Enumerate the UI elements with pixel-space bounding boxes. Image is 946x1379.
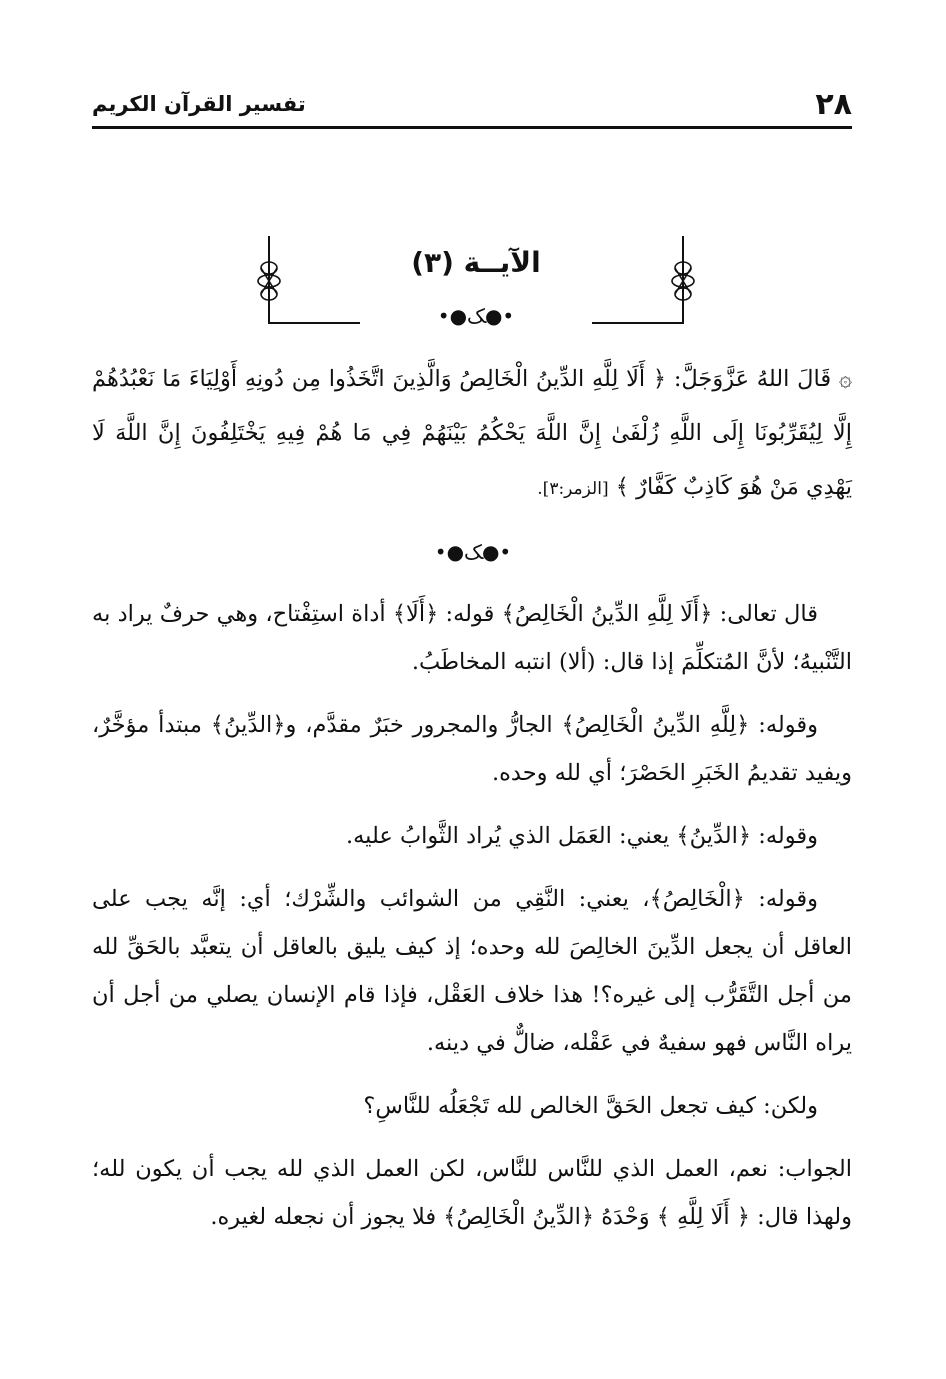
- paragraph: ولكن: كيف تجعل الحَقَّ الخالص لله تَجْعَلُه للنَّاسِ؟: [363, 1093, 818, 1119]
- verse-heading-frame: [268, 218, 684, 326]
- verse-intro: ۞ قَالَ اللهُ عَزَّوَجَلَّ:: [673, 366, 852, 392]
- page-number: ٢٨: [815, 86, 852, 122]
- paragraph: وقوله: ﴿لِلَّهِ الدِّينُ الْخَالِصُ﴾ الجارُّ والمجرور خبَرٌ مقدَّم، و﴿الدِّينُ﴾ مبتدأ مؤخَّرٌ، ويفيد تقديمُ الخَبَرِ الحَصْرَ؛ أي لله وحده.: [92, 712, 852, 786]
- ornament-divider: •●ﮏ●•: [437, 304, 515, 328]
- commentary-body: [92, 590, 852, 1256]
- book-title: تفسير القرآن الكريم: [92, 92, 306, 116]
- paragraph: قال تعالى: ﴿أَلَا لِلَّهِ الدِّينُ الْخَالِصُ﴾ قوله: ﴿أَلَا﴾ أداة استِفْتاح، وهي حرفٌ يراد به التَّنْبيهُ؛ لأنَّ المُتكلِّمَ إذا قال: (ألا) انتبه المخاطَبُ.: [92, 601, 852, 675]
- verse-reference: [الزمر:٣].: [537, 479, 609, 499]
- verse-text: ﴿ أَلَا لِلَّهِ الدِّينُ الْخَالِصُ وَالَّذِينَ اتَّخَذُوا مِن دُونِهِ أَوْلِيَاءَ مَا نَعْبُدُهُمْ إِلَّا لِيُقَرِّبُونَا إِلَى اللَّهِ زُلْفَىٰ إِنَّ اللَّهَ يَحْكُمُ بَيْنَهُمْ فِي مَا هُمْ فِيهِ يَخْتَلِفُونَ إِنَّ اللَّهَ لَا يَهْدِي مَنْ هُوَ كَاذِبٌ كَفَّارٌ ﴾: [92, 366, 852, 500]
- page-header: [92, 82, 852, 129]
- verse-heading: الآيــة (٣): [411, 246, 541, 279]
- paragraph: وقوله: ﴿الدِّينُ﴾ يعني: العَمَل الذي يُراد الثَّوابُ عليه.: [345, 823, 818, 849]
- paragraph: الجواب: نعم، العمل الذي للنَّاس للنَّاس، لكن العمل الذي لله يجب أن يكون لله؛ ولهذا قال: ﴿ أَلَا لِلَّهِ ﴾ وَحْدَهُ ﴿الدِّينُ الْخَالِصُ﴾ فلا يجوز أن نجعله لغيره.: [92, 1156, 852, 1230]
- paragraph: وقوله: ﴿الْخَالِصُ﴾، يعني: النَّقِي من الشوائب والشِّرْك؛ أي: إنَّه يجب على العاقل أن يجعل الدِّينَ الخالِصَ لله وحده؛ إذ كيف يليق بالعاقل أن يتعبَّد بالحَقِّ لله من أجل التَّقَرُّب إلى غيره؟! هذا خلاف العَقْل، فإذا قام الإنسان يصلي من أجل أن يراه النَّاس فهو سفيهٌ في عَقْله، ضالٌّ في دينه.: [92, 886, 852, 1056]
- quran-verse-block: [92, 352, 852, 516]
- section-separator: •●ﮏ●•: [434, 540, 512, 564]
